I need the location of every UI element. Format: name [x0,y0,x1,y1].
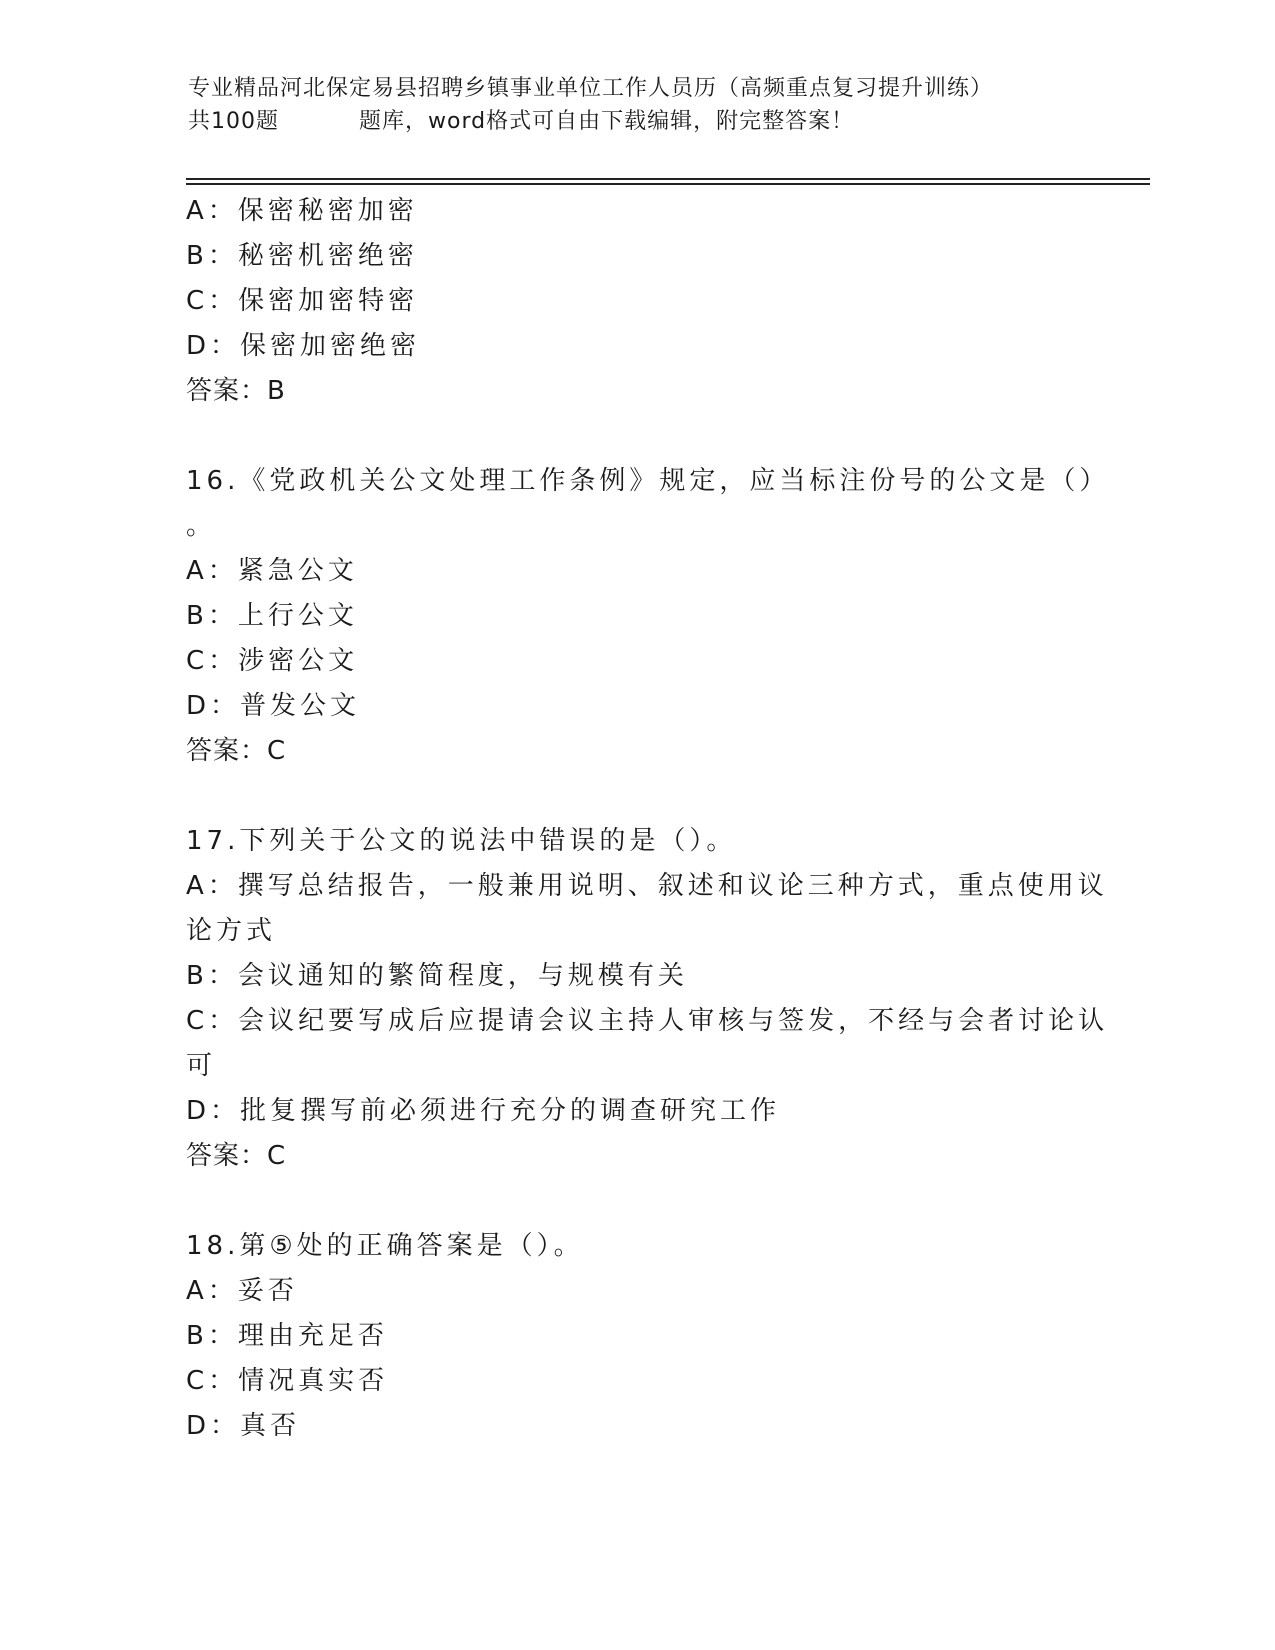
answer-line: 答案：C [186,736,287,766]
question-15-block [186,189,1086,414]
option-d: D：批复撰写前必须进行充分的调查研究工作 [186,1096,781,1126]
question-16-block [186,459,1110,774]
answer-line: 答案：C [186,1141,287,1171]
option-d: D：保密加密绝密 [186,331,421,361]
option-a: A：紧急公文 [186,556,358,586]
header-title-line: 专业精品河北保定易县招聘乡镇事业单位工作人员历（高频重点复习提升训练） [188,76,994,101]
option-d: D：普发公文 [186,691,361,721]
header-description: 题库，word格式可自由下载编辑，附完整答案！ [359,109,855,134]
document-header [188,72,1088,138]
answer-line: 答案：B [186,376,286,406]
option-a: A：保密秘密加密 [186,196,418,226]
option-b: B：会议通知的繁简程度，与规模有关 [186,961,688,991]
question-17-block [186,819,1109,1179]
question-stem: 17.下列关于公文的说法中错误的是（）。 [186,826,737,856]
header-divider-bottom [186,183,1150,185]
option-c: C：涉密公文 [186,646,359,676]
header-divider-top [186,178,1150,180]
option-c: C：保密加密特密 [186,286,419,316]
question-count: 共100题 [188,109,279,134]
question-stem: 16.《党政机关公文处理工作条例》规定，应当标注份号的公文是（） [186,466,1110,496]
option-a: A：撰写总结报告，一般兼用说明、叙述和议论三种方式，重点使用议 [186,871,1108,901]
question-stem: 18.第⑤处的正确答案是（）。 [186,1231,584,1261]
option-b: B：理由充足否 [186,1321,388,1351]
option-c: C：会议纪要写成后应提请会议主持人审核与签发，不经与会者讨论认 [186,1006,1109,1036]
option-c: C：情况真实否 [186,1366,389,1396]
option-a: A：妥否 [186,1276,298,1306]
question-stem-continued: 。 [186,511,217,541]
option-d: D：真否 [186,1411,301,1441]
option-b: B：秘密机密绝密 [186,241,418,271]
option-b: B：上行公文 [186,601,358,631]
option-c-continued: 可 [186,1051,217,1081]
question-18-block [186,1224,1086,1449]
question-list [186,189,1110,1449]
option-a-continued: 论方式 [186,916,277,946]
header-subtitle-line [188,105,1088,138]
